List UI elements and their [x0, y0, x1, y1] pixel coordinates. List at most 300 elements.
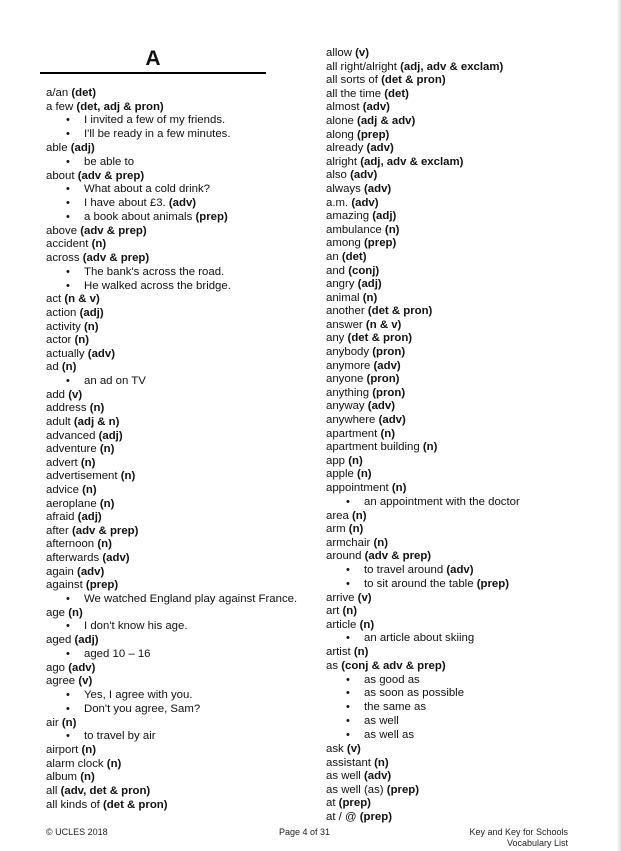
example-bullet [46, 211, 308, 225]
vocab-word: as [326, 659, 339, 672]
vocab-word: always [326, 182, 361, 195]
part-of-speech: (n) [82, 484, 97, 497]
example-part-of-speech: (prep) [476, 577, 510, 590]
vocab-entry [326, 811, 616, 825]
vocab-entry [46, 293, 308, 307]
part-of-speech: (prep) [359, 811, 393, 824]
example-text: I'll be ready in a few minutes. [84, 128, 231, 141]
part-of-speech: (pron) [366, 373, 400, 386]
footer-title-line-2: Vocabulary List [506, 838, 568, 848]
part-of-speech: (prep) [357, 128, 390, 141]
part-of-speech: (adj) [372, 210, 397, 223]
vocab-word: apartment building [326, 441, 420, 454]
vocab-word: at [326, 797, 336, 810]
example-bullet [326, 729, 616, 743]
example-text: Yes, I agree with you. [84, 688, 193, 701]
vocab-word: advertisement [46, 470, 118, 483]
vocab-entry [326, 619, 616, 633]
part-of-speech: (n) [374, 756, 389, 769]
example-text: The bank's across the road. [84, 265, 225, 278]
vocab-entry [46, 252, 308, 266]
page-edge-shadow [617, 0, 621, 851]
part-of-speech: (adv) [364, 770, 392, 783]
vocab-word: all the time [326, 87, 382, 100]
part-of-speech: (det & pron) [103, 798, 168, 811]
example-text: be able to [84, 155, 135, 168]
part-of-speech: (n) [348, 523, 364, 536]
example-text: We watched England play against France. [84, 592, 298, 605]
vocab-entry [326, 88, 616, 102]
part-of-speech: (adv) [350, 169, 378, 182]
example-text: aged 10 – 16 [84, 647, 151, 660]
part-of-speech: (prep) [364, 237, 397, 250]
example-bullet [326, 687, 616, 701]
part-of-speech: (det) [384, 87, 409, 100]
vocab-entry [46, 552, 308, 566]
vocab-entry [326, 510, 616, 524]
vocab-word: adult [46, 416, 71, 429]
part-of-speech: (n) [422, 441, 438, 454]
vocab-entry [46, 579, 308, 593]
example-bullet [326, 578, 616, 592]
vocab-word: accident [46, 238, 89, 251]
vocab-word: apartment [326, 427, 378, 440]
example-bullet [46, 375, 308, 389]
part-of-speech: (adv) [366, 142, 394, 155]
vocab-entry [326, 278, 616, 292]
vocab-word: area [326, 509, 349, 522]
part-of-speech: (n) [362, 291, 378, 304]
vocab-entry [46, 525, 308, 539]
vocab-entry [326, 550, 616, 564]
vocab-entry [326, 797, 616, 811]
vocab-word: ad [46, 361, 59, 374]
vocab-word: as well [326, 770, 361, 783]
part-of-speech: (n) [106, 757, 122, 770]
example-bullet [46, 128, 308, 142]
vocab-entry [326, 660, 616, 674]
vocab-entry [326, 523, 616, 537]
example-bullet [46, 648, 308, 662]
vocab-entry [46, 566, 308, 580]
vocab-entry [326, 784, 616, 798]
vocab-entry [46, 142, 308, 156]
vocab-word: app [326, 454, 346, 467]
vocab-word: arrive [326, 591, 355, 604]
vocab-entry [326, 537, 616, 551]
part-of-speech: (det, adj & pron) [76, 100, 164, 113]
vocab-entry [326, 770, 616, 784]
vocab-entry [326, 414, 616, 428]
vocab-word: agree [46, 675, 76, 688]
vocab-word: a.m. [326, 196, 349, 209]
footer-title-line-1: Key and Key for Schools [469, 827, 568, 837]
part-of-speech: (adj) [77, 511, 102, 524]
part-of-speech: (n) [74, 334, 90, 347]
part-of-speech: (adv & prep) [71, 524, 139, 537]
vocab-entry [326, 47, 616, 61]
vocab-word: along [326, 128, 354, 141]
vocab-entry [326, 592, 616, 606]
part-of-speech: (adj) [70, 142, 95, 154]
vocab-word: anyway [326, 400, 365, 413]
vocab-word: assistant [326, 756, 371, 769]
part-of-speech: (det & pron) [367, 305, 433, 318]
vocab-entry [326, 400, 616, 414]
vocab-entry [326, 319, 616, 333]
part-of-speech: (v) [357, 591, 372, 604]
vocab-entry [326, 646, 616, 660]
part-of-speech: (adj) [74, 634, 99, 647]
vocab-word: add [46, 388, 66, 401]
part-of-speech: (n) [391, 482, 407, 494]
part-of-speech: (v) [68, 388, 83, 401]
part-of-speech: (n) [83, 320, 99, 333]
vocab-word: almost [326, 101, 360, 114]
part-of-speech: (det) [71, 87, 97, 99]
vocab-entry [326, 441, 616, 455]
vocab-entry [326, 197, 616, 211]
part-of-speech: (conj) [348, 264, 380, 277]
vocab-word: address [46, 402, 87, 415]
vocab-entry [46, 634, 308, 648]
part-of-speech: (adj, adv & exclam) [360, 155, 464, 168]
example-bullet [46, 156, 308, 170]
vocab-word: action [46, 307, 77, 319]
vocab-word: a/an [46, 87, 69, 99]
vocab-word: animal [326, 291, 360, 304]
part-of-speech: (adj) [79, 307, 104, 319]
part-of-speech: (n) [351, 509, 367, 522]
part-of-speech: (n) [380, 427, 396, 440]
vocab-word: anything [326, 386, 370, 399]
vocab-entry [46, 675, 308, 689]
vocab-word: also [326, 169, 347, 182]
vocab-word: all kinds of [46, 798, 100, 811]
vocab-entry [326, 183, 616, 197]
example-text: What about a cold drink? [84, 183, 211, 196]
vocab-entry [46, 101, 308, 115]
vocab-entry [46, 321, 308, 335]
vocab-entry [326, 455, 616, 469]
vocab-word: again [46, 565, 74, 578]
vocab-entry [326, 129, 616, 143]
vocab-entry [326, 265, 616, 279]
vocab-word: activity [46, 320, 81, 333]
vocab-word: anywhere [326, 414, 376, 427]
left-column [46, 87, 308, 812]
vocab-word: any [326, 332, 345, 345]
vocab-word: allow [326, 47, 352, 59]
vocab-entry [326, 360, 616, 374]
part-of-speech: (adv & prep) [80, 224, 147, 237]
example-text: as soon as possible [364, 687, 465, 700]
part-of-speech: (n) [348, 454, 363, 467]
vocab-entry [46, 307, 308, 321]
vocab-entry [46, 416, 308, 430]
example-bullet [46, 593, 308, 607]
vocab-word: at / @ [326, 811, 357, 824]
part-of-speech: (v) [78, 675, 93, 688]
vocab-entry [326, 169, 616, 183]
example-bullet [46, 266, 308, 280]
vocab-entry [46, 348, 308, 362]
example-bullet [46, 280, 308, 294]
example-text: an ad on TV [84, 374, 146, 387]
right-column [326, 47, 616, 825]
vocab-entry [46, 758, 308, 772]
vocab-entry [46, 744, 308, 758]
vocab-entry [326, 305, 616, 319]
vocab-entry [46, 225, 308, 239]
vocab-entry [326, 61, 616, 75]
part-of-speech: (n) [353, 646, 369, 659]
part-of-speech: (n) [373, 536, 389, 549]
vocab-word: afraid [46, 511, 75, 524]
vocab-word: advice [46, 484, 79, 497]
vocab-word: as well (as) [326, 783, 384, 796]
part-of-speech: (n) [357, 468, 372, 481]
example-text: I invited a few of my friends. [84, 114, 226, 127]
vocab-word: air [46, 716, 59, 729]
example-text: to travel by air [84, 730, 156, 743]
example-text: to sit around the table [364, 577, 474, 590]
example-bullet [326, 674, 616, 688]
vocab-word: ago [46, 661, 66, 674]
example-text: an article about skiing [364, 632, 475, 645]
example-bullet [326, 496, 616, 510]
vocab-entry [46, 785, 308, 799]
vocab-entry [326, 251, 616, 265]
vocab-word: about [46, 169, 75, 182]
part-of-speech: (adv) [102, 552, 130, 564]
part-of-speech: (adj & n) [73, 416, 120, 429]
vocab-entry [46, 170, 308, 184]
vocab-word: album [46, 771, 78, 784]
heading-underline [40, 72, 266, 74]
part-of-speech: (n & v) [365, 318, 402, 331]
part-of-speech: (adv) [87, 347, 116, 360]
example-text: as well [364, 715, 399, 728]
part-of-speech: (adv) [362, 101, 390, 114]
part-of-speech: (n & v) [64, 293, 100, 306]
example-text: to travel around [364, 563, 444, 576]
vocab-entry [46, 87, 308, 101]
vocab-entry [46, 334, 308, 348]
part-of-speech: (n) [97, 538, 112, 551]
vocab-entry [326, 428, 616, 442]
vocab-entry [326, 237, 616, 251]
example-bullet [46, 183, 308, 197]
vocab-entry [326, 743, 616, 757]
vocab-word: a few [46, 100, 74, 113]
example-bullet [46, 114, 308, 128]
part-of-speech: (adj) [98, 429, 123, 442]
vocab-entry [46, 662, 308, 676]
footer-document-title [462, 827, 568, 849]
example-part-of-speech: (prep) [195, 210, 228, 223]
part-of-speech: (n) [61, 716, 77, 729]
vocab-word: alarm clock [46, 757, 104, 770]
vocab-word: art [326, 605, 340, 618]
vocab-entry [326, 156, 616, 170]
vocab-entry [326, 605, 616, 619]
example-bullet [326, 632, 616, 646]
vocab-entry [46, 538, 308, 552]
part-of-speech: (n) [120, 470, 136, 483]
vocab-entry [326, 142, 616, 156]
example-part-of-speech: (adv) [446, 563, 474, 576]
part-of-speech: (det & pron) [381, 74, 446, 87]
vocab-word: answer [326, 318, 363, 331]
part-of-speech: (adv) [77, 565, 105, 578]
vocab-word: above [46, 224, 78, 237]
part-of-speech: (prep) [85, 579, 119, 592]
part-of-speech: (n) [89, 402, 105, 415]
part-of-speech: (n) [68, 606, 83, 619]
part-of-speech: (prep) [338, 797, 371, 810]
example-bullet [326, 564, 616, 578]
vocab-entry [46, 498, 308, 512]
example-bullet [46, 730, 308, 744]
vocab-entry [46, 470, 308, 484]
vocab-word: armchair [326, 536, 371, 549]
example-text: an appointment with the doctor [364, 495, 520, 508]
vocab-entry [326, 101, 616, 115]
vocab-entry [326, 482, 616, 496]
vocab-word: anyone [326, 373, 364, 386]
example-bullet [46, 703, 308, 717]
part-of-speech: (n) [61, 361, 77, 374]
vocab-word: aeroplane [46, 497, 97, 510]
example-part-of-speech: (adv) [168, 197, 197, 209]
vocab-word: advert [46, 456, 78, 469]
example-bullet [46, 620, 308, 634]
footer-copyright: © UCLES 2018 [46, 827, 108, 837]
part-of-speech: (det) [341, 250, 367, 263]
vocab-entry [46, 430, 308, 444]
part-of-speech: (n) [384, 223, 400, 236]
part-of-speech: (det & pron) [347, 332, 413, 345]
vocab-entry [326, 292, 616, 306]
vocab-word: all sorts of [326, 74, 378, 87]
example-text: I don't know his age. [84, 620, 188, 633]
vocab-word: actor [46, 334, 72, 347]
vocab-entry [46, 457, 308, 471]
vocab-entry [326, 468, 616, 482]
vocab-entry [46, 402, 308, 416]
vocab-word: arm [326, 523, 346, 536]
part-of-speech: (v) [346, 743, 361, 756]
vocab-entry [326, 210, 616, 224]
vocab-word: ambulance [326, 223, 382, 236]
vocab-entry [46, 238, 308, 252]
vocab-entry [326, 74, 616, 88]
example-text: He walked across the bridge. [84, 279, 231, 292]
vocab-word: among [326, 237, 361, 250]
example-bullet [326, 715, 616, 729]
vocab-word: artist [326, 646, 351, 659]
part-of-speech: (n) [99, 497, 115, 510]
vocab-word: all [46, 784, 58, 797]
vocab-word: able [46, 142, 68, 154]
vocab-word: alone [326, 114, 354, 127]
vocab-word: across [46, 252, 80, 264]
vocab-word: another [326, 305, 365, 318]
vocab-word: advanced [46, 429, 96, 442]
vocab-entry [46, 443, 308, 457]
part-of-speech: (adv) [364, 182, 392, 195]
section-heading: A [145, 47, 161, 70]
vocab-entry [46, 484, 308, 498]
example-bullet [326, 701, 616, 715]
part-of-speech: (v) [355, 47, 370, 59]
example-bullet [46, 689, 308, 703]
part-of-speech: (n) [80, 456, 96, 469]
part-of-speech: (adv & prep) [364, 550, 432, 563]
part-of-speech: (n) [81, 744, 97, 757]
vocab-word: all right/alright [326, 60, 397, 73]
vocab-entry [326, 373, 616, 387]
vocab-word: afternoon [46, 538, 95, 551]
vocab-entry [46, 511, 308, 525]
part-of-speech: (adv & prep) [82, 252, 150, 264]
vocab-word: alright [326, 155, 358, 168]
part-of-speech: (pron) [372, 386, 406, 399]
vocab-entry [326, 332, 616, 346]
part-of-speech: (n) [359, 618, 375, 631]
part-of-speech: (n) [99, 443, 115, 456]
vocab-word: airport [46, 744, 79, 757]
vocab-word: already [326, 142, 364, 155]
vocab-word: appointment [326, 482, 389, 494]
vocab-entry [326, 115, 616, 129]
vocab-entry [46, 607, 308, 621]
part-of-speech: (pron) [372, 346, 406, 359]
vocab-word: age [46, 606, 66, 619]
part-of-speech: (conj & adv & prep) [341, 659, 446, 672]
vocab-entry [326, 224, 616, 238]
vocab-word: adventure [46, 443, 97, 456]
vocab-entry [46, 361, 308, 375]
part-of-speech: (adv) [351, 196, 379, 209]
part-of-speech: (adv) [373, 359, 401, 372]
vocab-word: aged [46, 634, 72, 647]
footer-page-number: Page 4 of 31 [279, 827, 331, 837]
vocab-word: article [326, 618, 357, 631]
vocab-entry [46, 771, 308, 785]
example-text: Don't you agree, Sam? [84, 702, 201, 715]
part-of-speech: (adj & adv) [357, 114, 416, 127]
vocab-word: after [46, 524, 69, 537]
example-text: as well as [364, 729, 415, 742]
vocab-word: an [326, 250, 339, 263]
part-of-speech: (adj, adv & exclam) [400, 60, 504, 73]
part-of-speech: (adv, det & pron) [60, 784, 151, 797]
part-of-speech: (adj) [357, 278, 382, 291]
vocab-word: angry [326, 278, 355, 291]
vocab-word: amazing [326, 210, 370, 223]
example-bullet [46, 197, 308, 211]
vocab-word: act [46, 293, 62, 306]
part-of-speech: (n) [91, 238, 107, 251]
example-text: I have about £3. [84, 197, 166, 209]
part-of-speech: (adv & prep) [77, 169, 145, 182]
vocab-entry [326, 346, 616, 360]
vocab-word: against [46, 579, 83, 592]
part-of-speech: (n) [80, 771, 95, 784]
part-of-speech: (adv) [367, 400, 396, 413]
